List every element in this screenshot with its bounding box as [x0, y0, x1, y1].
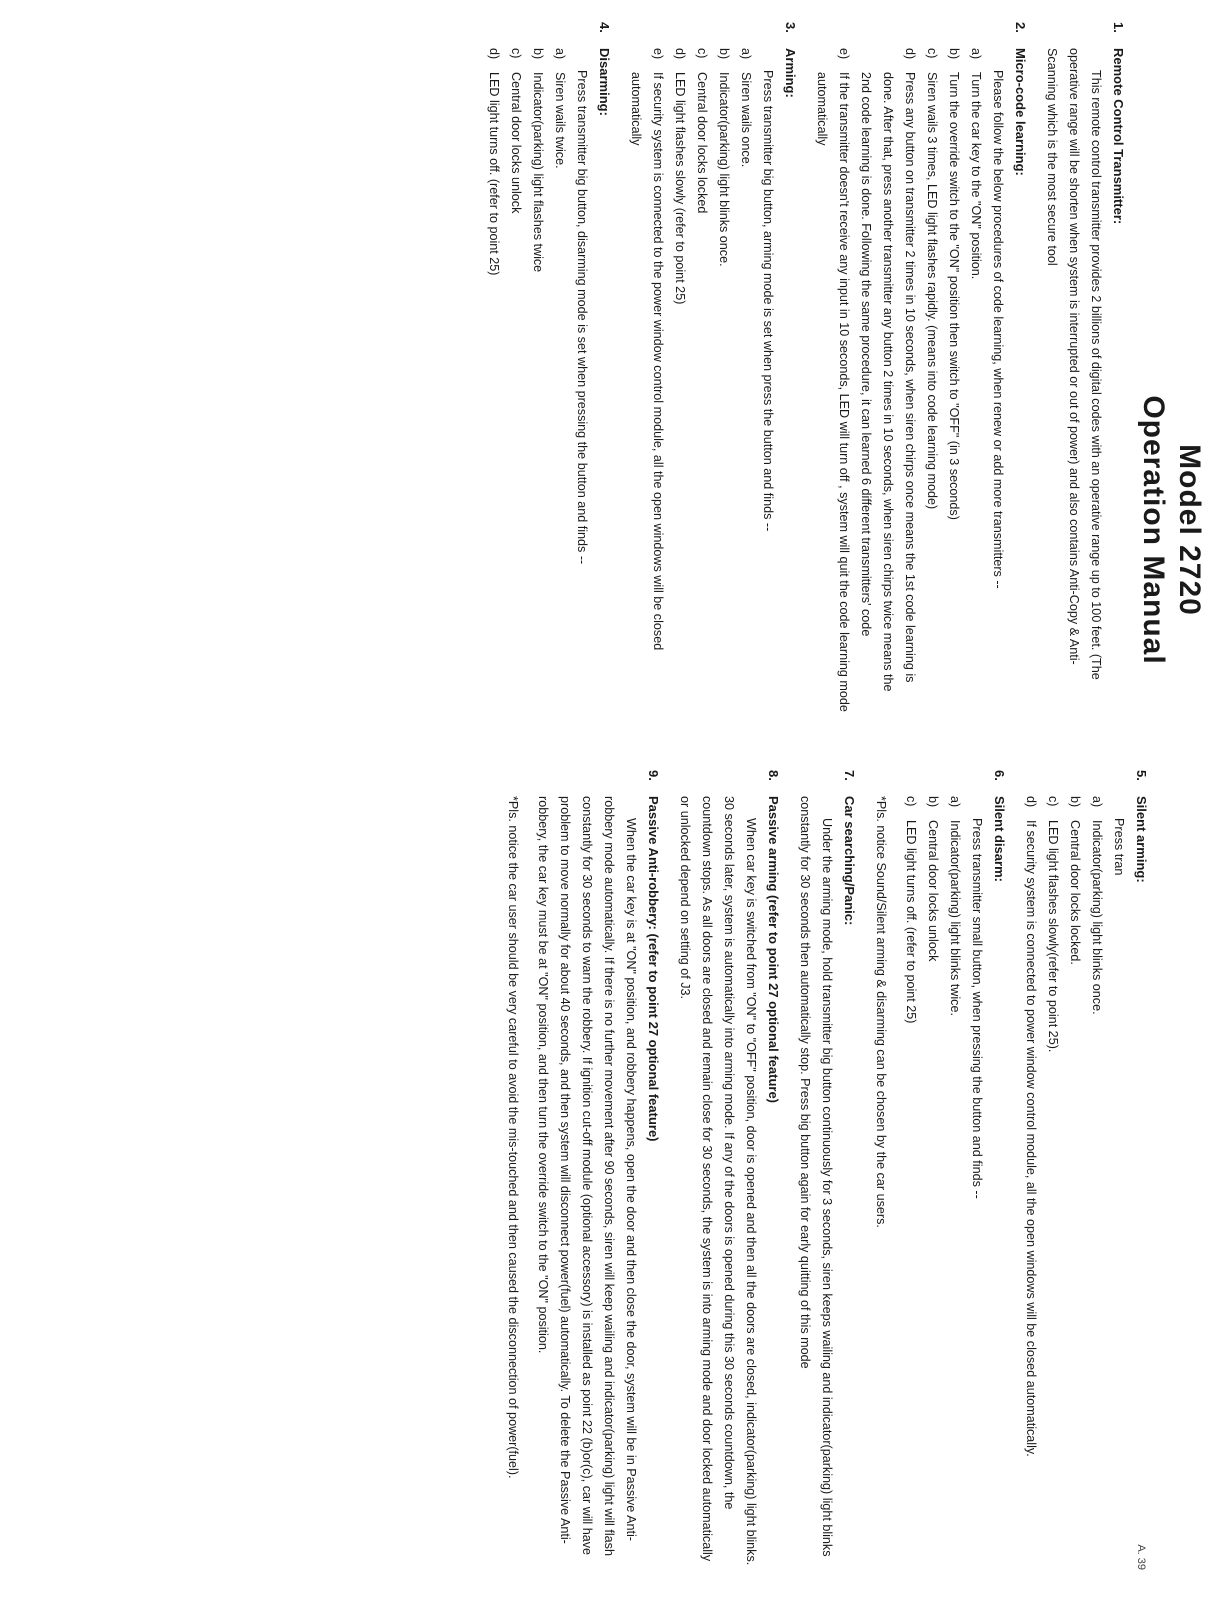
title-block	[1135, 250, 1207, 810]
section-heading: Disarming:	[597, 48, 612, 116]
section-number: 4.	[597, 22, 612, 33]
list-item-text: Turn the override switch to the "ON" position then switch to "OFF" (in 3 seconds)	[947, 72, 961, 520]
section-note: *Pls. notice Sound/Silent arming & disarming can be chosen by the car users.	[874, 796, 888, 1228]
section-heading: Car searching/Panic:	[842, 796, 857, 926]
list-item	[735, 48, 757, 712]
list-item-text: LED light turns off. (refer to point 25)	[487, 72, 501, 276]
list-item	[943, 48, 965, 712]
list-item-text: Central door locks unlock	[509, 72, 523, 214]
section-number: 5.	[1134, 770, 1149, 781]
right-column	[492, 770, 1152, 1570]
list-item-letter: b)	[717, 48, 731, 60]
section-heading: Remote Control Transmitter:	[1111, 48, 1126, 225]
list-item-letter: d)	[487, 48, 501, 60]
list-item	[549, 48, 571, 712]
section-heading: Silent arming:	[1134, 796, 1149, 883]
list-item-text: Press any button on transmitter 2 times in 10 seconds, when siren chirps once means the 1st code learning is done. After that, press another transmitter any button 2 times in 10 seconds, when siren chirps twice means the 2nd code learning is done. Following the same procedure, it can learned 6 different transmitters' code	[859, 72, 917, 692]
list-item	[669, 48, 691, 712]
section-intro: Press transmitter big button, arming mode is set when press the button and finds --	[761, 70, 775, 532]
list-item	[505, 48, 527, 712]
section-8	[674, 770, 784, 1570]
list-item-letter: d)	[903, 48, 917, 60]
list-item-text: Indicator(parking) light blinks twice.	[948, 820, 962, 1016]
section-intro: Press tran	[1112, 818, 1126, 876]
list-item-text: Indicator(parking) light blinks once.	[717, 72, 731, 267]
list-item-letter: a)	[739, 48, 753, 60]
list-item-text: LED light flashes slowly (refer to point 25)	[673, 72, 687, 305]
page-reference: A. 39	[1135, 1544, 1147, 1570]
list-item-text: Siren wails 3 times, LED light flashes rapidly. (means into code learning mode)	[925, 72, 939, 510]
list-item-letter: e)	[837, 48, 851, 60]
list-item-letter: a)	[1090, 796, 1104, 808]
section-intro: Press transmitter big button, disarming mode is set when pressing the button and finds --	[575, 70, 589, 565]
list-item-letter: c)	[925, 48, 939, 59]
list-item-text: Indicator(parking) light blinks once.	[1090, 820, 1104, 1015]
list-item	[1064, 796, 1086, 1570]
manual-model-title: Model 2720	[1173, 444, 1206, 616]
list-item-letter: a)	[969, 48, 983, 60]
list-item-text: Central door locks locked.	[1068, 820, 1082, 965]
list-item	[811, 48, 855, 712]
list-item-text: LED light turns off. (refer to point 25)	[904, 820, 918, 1024]
list-item	[965, 48, 987, 712]
section-intro: Press transmitter small button, when pressing the button and finds --	[970, 818, 984, 1199]
list-item-letter: e)	[651, 48, 665, 60]
section-7	[794, 770, 860, 1570]
section-number: 7.	[842, 770, 857, 781]
list-item-text: LED light flashes slowly(refer to point 25).	[1046, 820, 1060, 1053]
section-heading: Arming:	[783, 48, 798, 98]
list-item-letter: b)	[926, 796, 940, 808]
list-item-letter: a)	[553, 48, 567, 60]
list-item-text: Indicator(parking) light flashes twice	[531, 72, 545, 273]
list-item-letter: d)	[1024, 796, 1038, 808]
section-intro: Please follow the below procedures of code learning, when renew or add more transmitters --	[991, 70, 1005, 589]
list-item	[1042, 796, 1064, 1570]
section-intro: This remote control transmitter provides 2 billions of digital codes with an operative range up to 100 feet. (The operative range will be shorten when system is interrupted or out of power) and also contains Anti-Copy & Anti-Scanning which is the most secure tool	[1045, 48, 1103, 680]
list-item-text: Siren wails twice.	[553, 72, 567, 169]
section-heading: Micro-code learning:	[1013, 48, 1028, 176]
list-item	[691, 48, 713, 712]
list-item-text: Central door locks locked	[695, 72, 709, 214]
section-3	[625, 22, 801, 712]
section-heading: Silent disarm:	[992, 796, 1007, 882]
manual-subtitle: Operation Manual	[1137, 395, 1170, 665]
section-number: 3.	[783, 22, 798, 33]
list-item-letter: c)	[509, 48, 523, 59]
section-intro: When car key is switched from "ON" to "OFF" position, door is opened and then all the doors are closed, indicator(parking) light blinks. 30 seconds later, system is automatically into arming mode. If any of the doors is opened during this 30 seconds countdown, the countdown stops. As all doors are closed and remain close for 30 seconds, the system is into arming mode and door locked automatically or unlocked depend on setting of J3.	[678, 796, 758, 1566]
list-item	[1086, 796, 1108, 1570]
list-item-letter: b)	[1068, 796, 1082, 808]
section-intro: When the car key is at "ON" position, and robbery happens, open the door and then close the door, system will be in Passive Anti-robbery mode automatically. If there is no further movement after 90 seconds, siren will keep wailing and indicator(parking) light will flash constantly for 30 seconds to warn the robbery. If ignition cut-off module (optional accessory) is installed as point 22 (b)or(c), car will have problem to move normally for about 40 seconds, and then system will disconnect power(fuel) automatically. To delete the Passive Anti-robbery, the car key must be at "ON" position, and then turn the override switch to the "ON" position.	[536, 796, 638, 1556]
list-item-letter: a)	[948, 796, 962, 808]
list-item	[921, 48, 943, 712]
list-item-letter: c)	[695, 48, 709, 59]
section-number: 9.	[646, 770, 661, 781]
list-item	[855, 48, 921, 712]
list-item-text: Central door locks unlock	[926, 820, 940, 962]
list-item-text: If security system is connected to the power window control module, all the open windows will be closed automatically	[629, 72, 665, 651]
section-4	[483, 22, 615, 712]
section-9	[502, 770, 664, 1570]
list-item-text: If the transmitter doesn't receive any input in 10 seconds, LED will turn off , system will quit the code learning mode automatically	[815, 72, 851, 712]
list-item-letter: c)	[1046, 796, 1060, 807]
section-number: 8.	[766, 770, 781, 781]
list-item	[900, 796, 922, 1570]
list-item-letter: b)	[947, 48, 961, 60]
list-item	[944, 796, 966, 1570]
list-item	[625, 48, 669, 712]
section-number: 6.	[992, 770, 1007, 781]
section-heading: Passive Anti-robbery: (refer to point 27 optional feature)	[646, 796, 661, 1142]
section-note: *Pls. notice the car user should be very careful to avoid the mis-touched and then caused the disconnection of power(fuel).	[506, 796, 520, 1479]
list-item	[922, 796, 944, 1570]
left-column	[473, 22, 1129, 712]
list-item-text: Turn the car key to the "ON" position.	[969, 72, 983, 280]
list-item-text: If security system is connected to power window control module, all the open windows will be closed automatically.	[1024, 820, 1038, 1457]
section-intro: Under the arming mode, hold transmitter big button continuously for 3 seconds, siren keeps wailing and indicator(parking) light blinks constantly for 30 seconds then automatically stop. Press big button again for early quitting of this mode	[798, 796, 834, 1557]
list-item-letter: b)	[531, 48, 545, 60]
section-number: 1.	[1111, 22, 1126, 33]
section-2	[811, 22, 1031, 712]
list-item	[527, 48, 549, 712]
list-item-letter: c)	[904, 796, 918, 807]
list-item-text: Siren wails once.	[739, 72, 753, 168]
section-6	[870, 770, 1010, 1570]
section-heading: Passive arming (refer to point 27 optional feature)	[766, 796, 781, 1104]
list-item-letter: d)	[673, 48, 687, 60]
section-number: 2.	[1013, 22, 1028, 33]
list-item	[483, 48, 505, 712]
list-item	[1020, 796, 1042, 1570]
section-5	[1020, 770, 1152, 1570]
list-item	[713, 48, 735, 712]
section-1	[1041, 22, 1129, 712]
